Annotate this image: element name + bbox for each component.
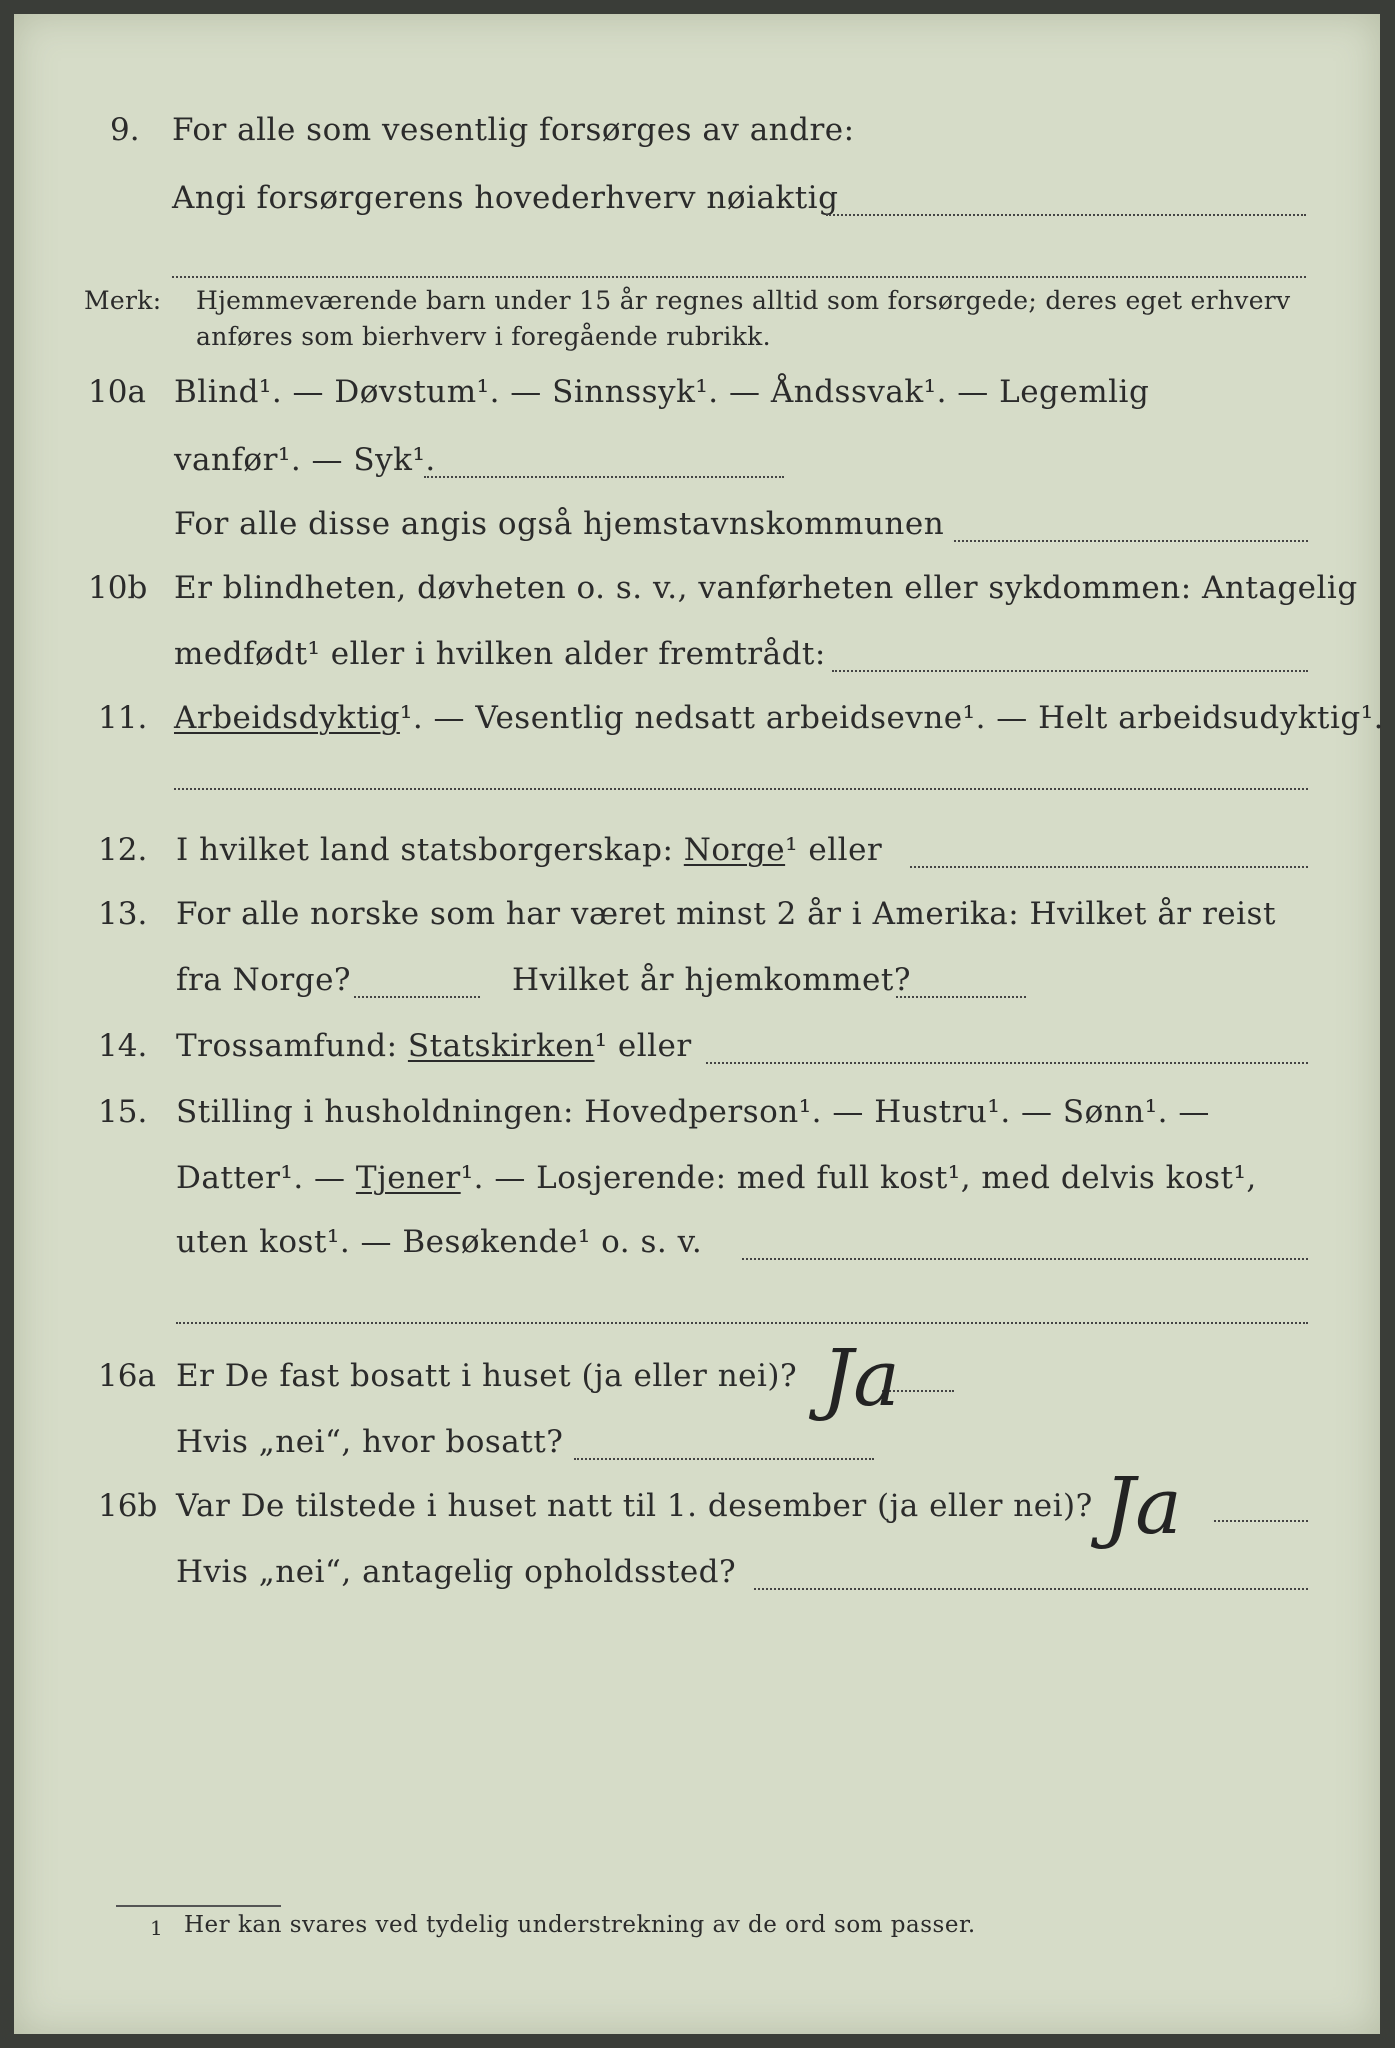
question-text: For alle som vesentlig forsørges av andre:	[172, 112, 855, 148]
answer-line[interactable]	[954, 540, 1308, 542]
footnote-mark: 1	[150, 1916, 164, 1940]
question-text: For alle disse angis også hjemstavnskommunen	[174, 506, 945, 542]
answer-line[interactable]	[754, 1588, 1308, 1590]
question-text: uten kost¹. — Besøkende¹ o. s. v.	[176, 1224, 703, 1260]
question-text: medfødt¹ eller i hvilken alder fremtrådt:	[174, 636, 826, 672]
question-text: Datter¹. — Tjener¹. — Losjerende: med full kost¹, med delvis kost¹,	[176, 1160, 1257, 1196]
question-text: Hvis „nei“, antagelig opholdssted?	[176, 1554, 737, 1590]
note-label: Merk:	[84, 286, 162, 315]
question-text: Var De tilstede i huset natt til 1. desember (ja eller nei)?	[176, 1488, 1093, 1524]
question-text: vanfør¹. — Syk¹.	[174, 442, 436, 478]
question-text: fra Norge?	[176, 962, 352, 998]
question-number: 14.	[98, 1028, 148, 1064]
answer-line[interactable]	[1214, 1520, 1308, 1522]
question-text: Er De fast bosatt i huset (ja eller nei)?	[176, 1358, 798, 1394]
question-text: Hvis „nei“, hvor bosatt?	[176, 1424, 564, 1460]
question-number: 16b	[98, 1488, 158, 1524]
question-text: For alle norske som har været minst 2 år i Amerika: Hvilket år reist	[176, 896, 1276, 932]
answer-line[interactable]	[742, 1258, 1308, 1260]
census-form-page	[14, 14, 1385, 2034]
question-number: 15.	[98, 1094, 148, 1130]
question-number: 9.	[110, 112, 140, 148]
answer-line[interactable]	[832, 670, 1308, 672]
answer-line[interactable]	[172, 276, 1306, 278]
question-text: Trossamfund: Statskirken¹ eller	[176, 1028, 692, 1064]
note-text: anføres som bierhverv i foregående rubrikk.	[196, 322, 771, 351]
footnote-rule	[116, 1905, 281, 1907]
underlined-answer: Norge	[683, 832, 786, 868]
handwritten-answer: Ja	[1104, 1462, 1182, 1552]
answer-line[interactable]	[174, 788, 1308, 790]
question-text: Er blindheten, døvheten o. s. v., vanførheten eller sykdommen: Antagelig	[174, 570, 1358, 606]
underlined-answer: Arbeidsdyktig	[174, 700, 400, 736]
question-number: 10a	[88, 374, 146, 410]
answer-line[interactable]	[176, 1322, 1308, 1324]
answer-line[interactable]	[910, 866, 1308, 868]
question-number: 16a	[98, 1358, 156, 1394]
answer-line[interactable]	[826, 214, 1306, 216]
question-text: Stilling i husholdningen: Hovedperson¹. — Hustru¹. — Sønn¹. —	[176, 1094, 1210, 1130]
question-number: 12.	[98, 832, 148, 868]
question-text: Angi forsørgerens hovederhverv nøiaktig	[172, 180, 839, 216]
footnote-text: Her kan svares ved tydelig understrekning av de ord som passer.	[184, 1912, 976, 1938]
answer-line[interactable]	[706, 1062, 1308, 1064]
answer-line[interactable]	[354, 996, 480, 998]
answer-line[interactable]	[896, 996, 1026, 998]
handwritten-answer: Ja	[822, 1334, 900, 1424]
question-number: 10b	[88, 570, 148, 606]
underlined-answer: Statskirken	[407, 1028, 595, 1064]
question-number: 11.	[98, 700, 148, 736]
question-text: Arbeidsdyktig¹. — Vesentlig nedsatt arbeidsevne¹. — Helt arbeidsudyktig¹.	[174, 700, 1385, 736]
answer-line[interactable]	[574, 1458, 874, 1460]
question-text: I hvilket land statsborgerskap: Norge¹ eller	[176, 832, 883, 868]
note-text: Hjemmeværende barn under 15 år regnes alltid som forsørgede; deres eget erhverv	[196, 286, 1291, 315]
question-text: Hvilket år hjemkommet?	[512, 962, 911, 998]
question-number: 13.	[98, 896, 148, 932]
answer-line[interactable]	[424, 476, 784, 478]
underlined-answer: Tjener	[355, 1160, 461, 1196]
question-text: Blind¹. — Døvstum¹. — Sinnssyk¹. — Åndssvak¹. — Legemlig	[174, 374, 1150, 410]
